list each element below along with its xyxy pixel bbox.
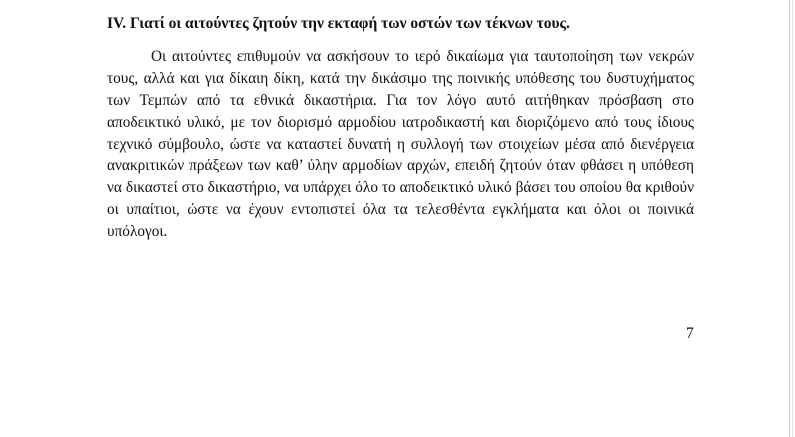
page-edge-divider (789, 0, 790, 437)
paragraph-line: αποδεικτικό υλικό, με τον διορισμό αρμοδίου ιατροδικαστή και διοριζόμενο από τους ίδιους (107, 113, 694, 131)
section-heading: IV. Γιατί οι αιτούντες ζητούν την εκταφή των οστών των τέκνων τους. (107, 15, 570, 32)
body-paragraph (107, 46, 694, 243)
paragraph-line: των Τεμπών από τα εθνικά δικαστήρια. Για τον λόγο αυτό αιτήθηκαν πρόσβαση στο (107, 91, 694, 109)
paragraph-line: ανακριτικών πράξεων των καθ’ ύλην αρμοδίων αρχών, επειδή ζητούν όταν φθάσει η υπόθεση (107, 157, 694, 175)
paragraph-line: τεχνικό σύμβουλο, ώστε να καταστεί δυνατή η συλλογή των στοιχείων μέσα από διενέργεια (107, 135, 694, 153)
paragraph-line: να δικαστεί στο δικαστήριο, να υπάρχει όλο το αποδεικτικό υλικό βάσει του οποίου θα κριθούν (107, 179, 694, 197)
paragraph-line: τους, αλλά και για δίκαιη δίκη, κατά την δικάσιμο της ποινικής υπόθεσης του δυστυχήματος (107, 69, 694, 87)
page-number: 7 (686, 325, 694, 342)
paragraph-line: Οι αιτούντες επιθυμούν να ασκήσουν το ιερό δικαίωμα για ταυτοποίηση των νεκρών (151, 48, 694, 65)
page-edge-shadow (792, 0, 793, 437)
paragraph-line: υπόλογοι. (107, 223, 168, 241)
paragraph-line: οι υπαίτιοι, ώστε να έχουν εντοπιστεί όλα τα τελεσθέντα εγκλήματα και όλοι οι ποινικά (107, 201, 694, 219)
